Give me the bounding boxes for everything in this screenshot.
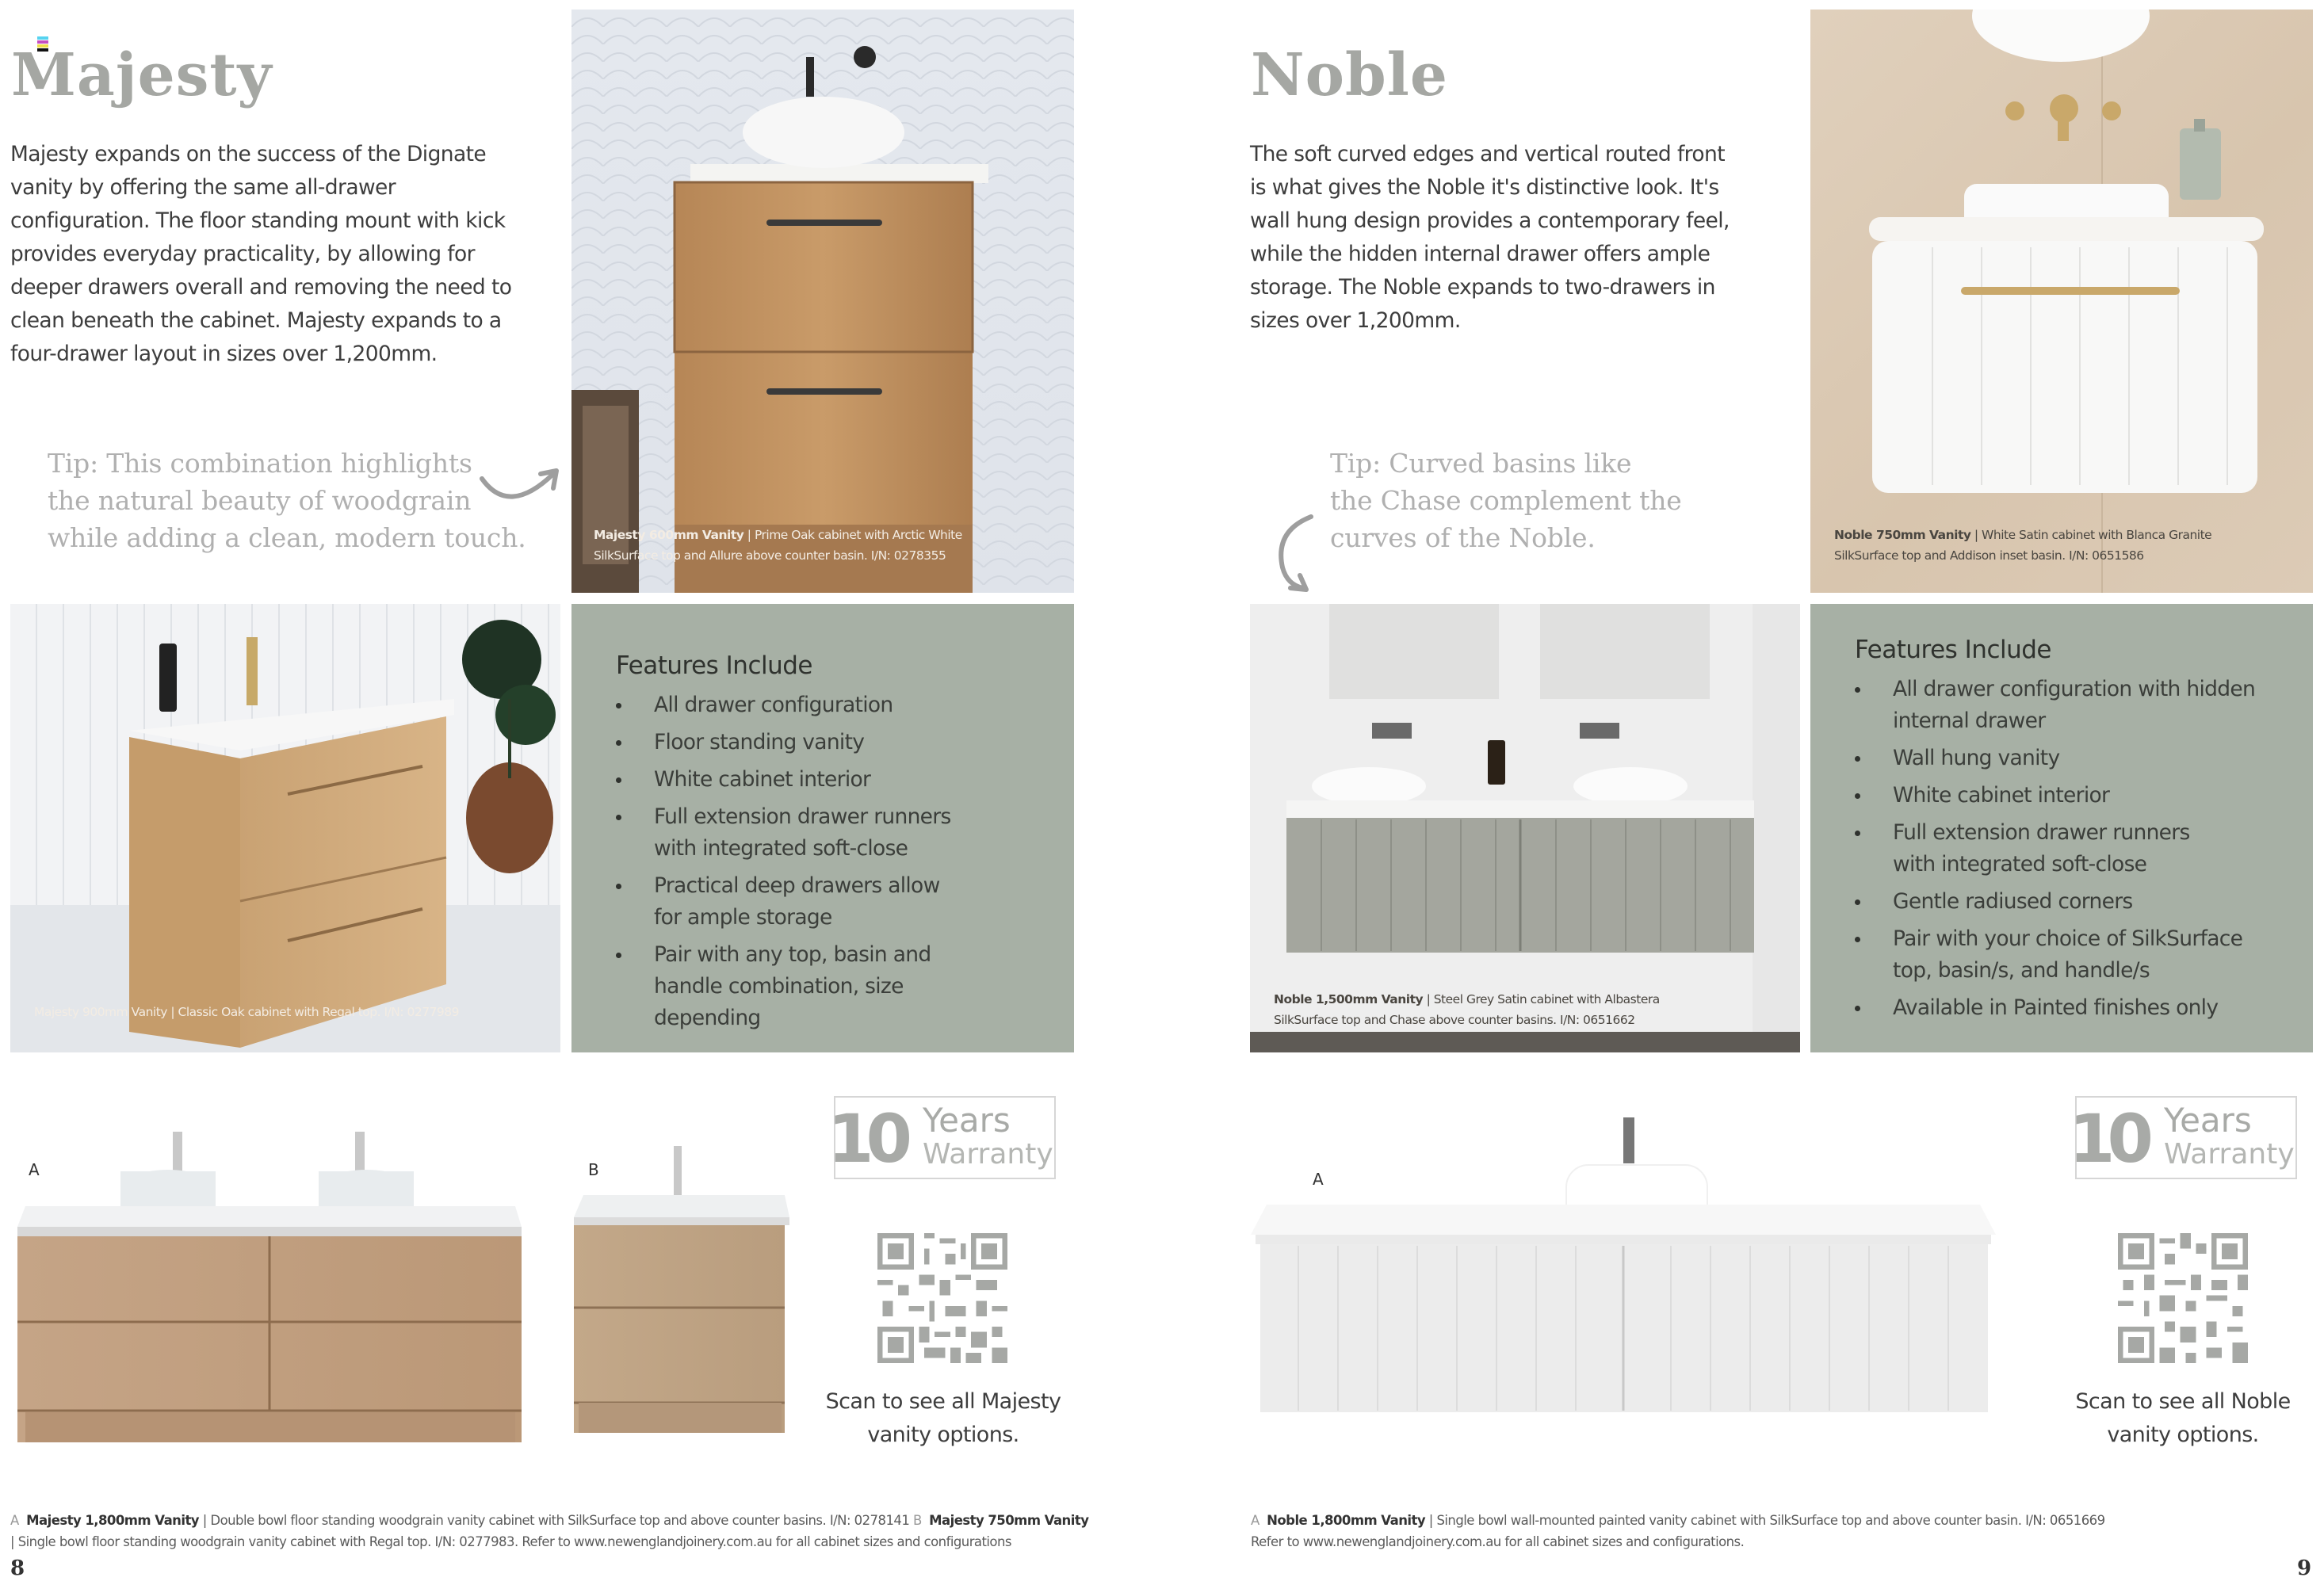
scan-line: Scan to see all Noble — [2075, 1389, 2291, 1414]
page-title: Noble — [1251, 41, 1448, 109]
warranty-label: Warranty — [2164, 1138, 2295, 1171]
bullet-icon — [1855, 756, 1860, 762]
feature-item: Floor standing vanity — [616, 727, 1034, 758]
vanity-illustration — [571, 10, 1074, 593]
product-label-a: A — [29, 1160, 40, 1179]
warranty-label: Warranty — [923, 1138, 1053, 1171]
scan-line: vanity options. — [2107, 1423, 2259, 1447]
bullet-icon — [1855, 687, 1860, 693]
features-panel — [1810, 604, 2313, 1052]
features-list — [1855, 674, 2273, 1024]
product-image-majesty-1800 — [14, 1125, 522, 1442]
scan-instructions — [2064, 1385, 2302, 1452]
bullet-icon — [616, 777, 621, 783]
bullet-icon — [616, 703, 621, 708]
features-heading: Features Include — [616, 651, 812, 680]
feature-item: All drawer configuration — [616, 689, 1034, 721]
bullet-icon — [616, 740, 621, 746]
features-heading: Features Include — [1855, 636, 2051, 664]
tip-line: Tip: This combination highlights — [48, 448, 472, 479]
curved-arrow-icon — [1271, 512, 1327, 596]
scan-line: Scan to see all Majesty — [825, 1389, 1061, 1414]
photo-noble-1500 — [1250, 604, 1800, 1052]
warranty-years-label: Years — [923, 1101, 1011, 1140]
warranty-badge — [2069, 1096, 2297, 1179]
feature-item: Available in Painted finishes only — [1855, 992, 2273, 1024]
photo-caption: Majesty 600mm Vanity | Prime Oak cabinet with Arctic White SilkSurface top and Allure above counter basin. I/N: 0278355 — [594, 528, 962, 563]
photo-majesty-600 — [571, 10, 1074, 593]
vanity-illustration — [1810, 10, 2313, 593]
bullet-icon — [616, 953, 621, 958]
product-image-majesty-750 — [571, 1141, 793, 1442]
warranty-years-label: Years — [2164, 1101, 2252, 1140]
page-title: Majesty — [11, 41, 273, 109]
bullet-icon — [1855, 1006, 1860, 1011]
bullet-icon — [616, 815, 621, 820]
curved-arrow-icon — [477, 468, 563, 512]
tip-text — [48, 445, 526, 556]
photo-caption: Majesty 900mm Vanity | Classic Oak cabinet with Regal top. I/N: 0277989 — [34, 1005, 460, 1019]
intro-paragraph: Majesty expands on the success of the Dignate vanity by offering the same all-drawer configuration. The floor standing mount with kick provides everyday practicality, by allowing for deeper drawers overall and removing the need to clean beneath the cabinet. Majesty expands to a four-drawer layout in sizes over 1,200mm. — [10, 142, 512, 366]
vanity-illustration — [1250, 604, 1800, 1052]
page-number: 9 — [2297, 1556, 2312, 1580]
features-list — [616, 689, 1034, 1034]
bullet-icon — [1855, 899, 1860, 905]
feature-item: Wall hung vanity — [1855, 743, 2273, 774]
photo-caption: Noble 750mm Vanity | White Satin cabinet with Blanca Granite SilkSurface top and Addison inset basin. I/N: 0651586 — [1834, 528, 2212, 563]
qr-code-icon[interactable] — [2118, 1233, 2248, 1363]
product-label-b: B — [588, 1160, 599, 1179]
feature-item: Pair with your choice of SilkSurface top, basin/s, and handle/s — [1855, 923, 2251, 987]
feature-item: Full extension drawer runners with integrated soft-close — [1855, 817, 2235, 880]
tip-text — [1330, 445, 1682, 556]
photo-noble-750 — [1810, 10, 2313, 593]
product-label-a: A — [1313, 1170, 1324, 1189]
tip-line: curves of the Noble. — [1330, 522, 1596, 553]
vanity-illustration — [10, 604, 560, 1052]
feature-item: Practical deep drawers allow for ample storage — [616, 870, 973, 934]
warranty-number: 10 — [828, 1100, 904, 1178]
scan-line: vanity options. — [867, 1423, 1019, 1447]
feature-item: White cabinet interior — [1855, 780, 2273, 812]
bullet-icon — [616, 884, 621, 889]
tip-line: the natural beauty of woodgrain — [48, 485, 472, 516]
tip-line: Tip: Curved basins like — [1330, 448, 1632, 479]
page-number: 8 — [10, 1556, 25, 1580]
tip-line: the Chase complement the — [1330, 485, 1682, 516]
intro-paragraph: The soft curved edges and vertical routed front is what gives the Noble it's distinctive look. It's wall hung design provides a contemporary feel, while the hidden internal drawer offers ample storage. The Noble expands to two-drawers in sizes over 1,200mm. — [1250, 142, 1730, 333]
product-footnote: A Noble 1,800mm Vanity | Single bowl wall-mounted painted vanity cabinet with SilkSurface top and above counter basin. I/N: 0651669 Refer to www.newenglandjoinery.com.au for all cabinet sizes and configurations. — [1251, 1513, 2105, 1549]
feature-item: Full extension drawer runners with integrated soft-close — [616, 801, 996, 865]
bullet-icon — [1855, 937, 1860, 942]
feature-item: All drawer configuration with hidden internal drawer — [1855, 674, 2267, 737]
feature-item: Pair with any top, basin and handle combination, size depending — [616, 939, 996, 1034]
photo-majesty-900 — [10, 604, 560, 1052]
tip-line: while adding a clean, modern touch. — [48, 522, 526, 553]
page-9 — [1162, 0, 2324, 1585]
features-panel — [571, 604, 1074, 1052]
bullet-icon — [1855, 831, 1860, 836]
warranty-number: 10 — [2069, 1100, 2146, 1178]
photo-caption: Noble 1,500mm Vanity | Steel Grey Satin cabinet with Albastera SilkSurface top and Chase above counter basins. I/N: 0651662 — [1274, 992, 1660, 1027]
qr-code-icon[interactable] — [877, 1233, 1007, 1363]
warranty-badge — [828, 1096, 1056, 1179]
bullet-icon — [1855, 793, 1860, 799]
scan-instructions — [824, 1385, 1062, 1452]
feature-item: Gentle radiused corners — [1855, 886, 2273, 918]
product-footnote: A Majesty 1,800mm Vanity | Double bowl floor standing woodgrain vanity cabinet with SilkSurface top and above counter basins. I/N: 0278141 B Majesty 750mm Vanity | Single bowl floor standing woodgrain vanity cabinet with Regal top. I/N: 0277983. Refer to www.newenglandjoinery.com.au for all cabinet sizes and configurations — [10, 1513, 1089, 1549]
product-image-noble-1800 — [1251, 1110, 1996, 1426]
feature-item: White cabinet interior — [616, 764, 1034, 796]
